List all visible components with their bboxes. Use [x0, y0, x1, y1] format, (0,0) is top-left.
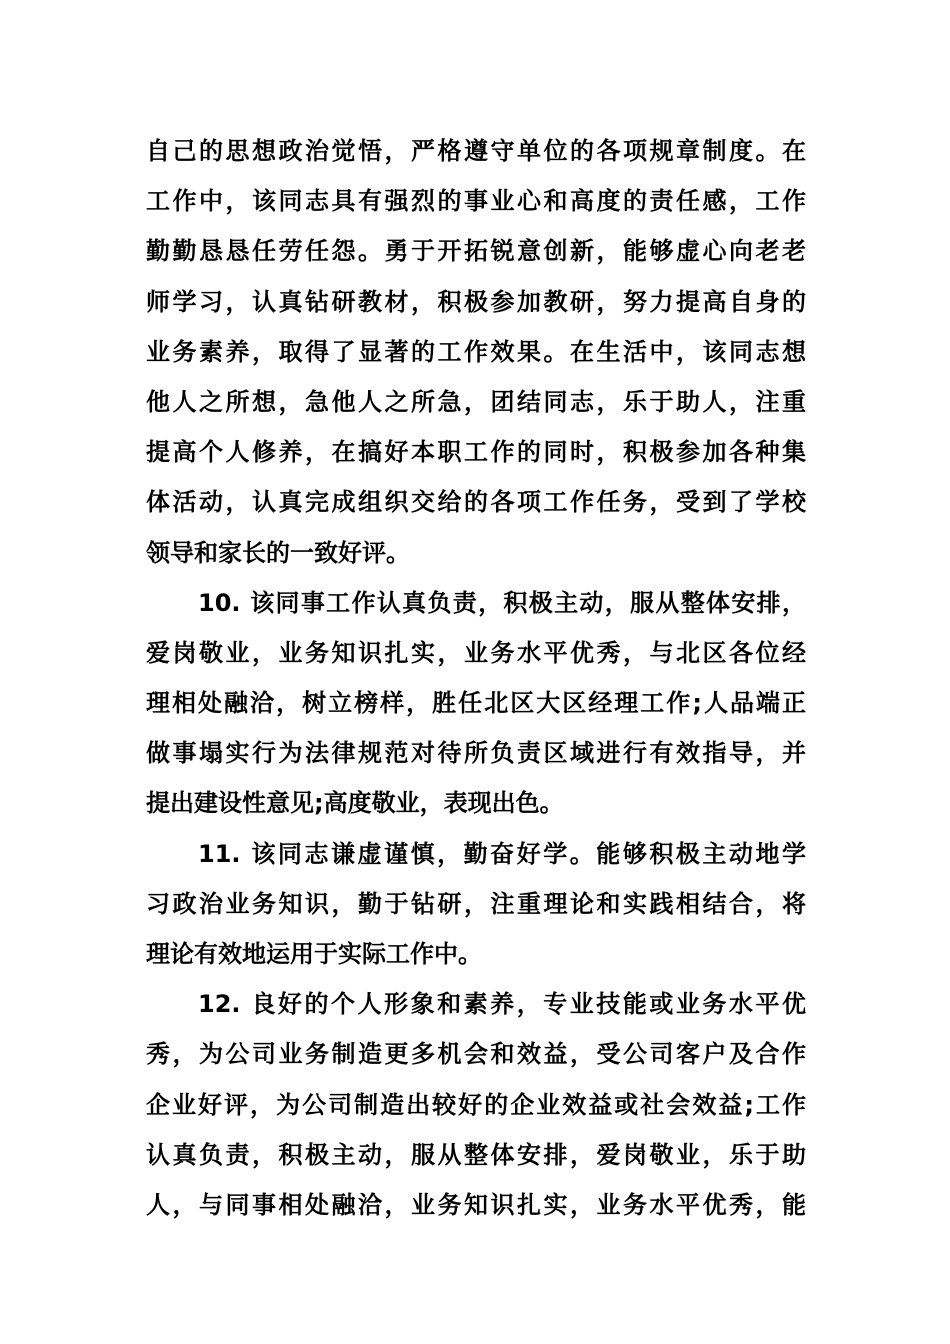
text-line: 秀，为公司业务制造更多机会和效益，受公司客户及合作	[146, 1040, 806, 1069]
text-line: 理论有效地运用于实际工作中。	[146, 940, 482, 968]
text-line: 他人之所想，急他人之所急，团结同志，乐于助人，注重	[146, 387, 806, 416]
text-line: 师学习，认真钻研教材，积极参加教研，努力提高自身的	[146, 287, 806, 316]
text-line: 10. 该同事工作认真负责，积极主动，服从整体安排，	[198, 588, 806, 617]
text-line: 体活动，认真完成组织交给的各项工作任务，受到了学校	[146, 488, 806, 517]
text-line: 11. 该同志谦虚谨慎，勤奋好学。能够积极主动地学	[198, 839, 806, 868]
text-line: 提出建设性意见;高度敬业，表现出色。	[146, 789, 564, 818]
paragraph-10	[146, 578, 806, 829]
text-line: 爱岗敬业，业务知识扎实，业务水平优秀，与北区各位经	[146, 638, 806, 667]
paragraph-continued	[146, 126, 806, 578]
text-line: 提高个人修养，在搞好本职工作的同时，积极参加各种集	[146, 438, 806, 467]
text-line: 企业好评，为公司制造出较好的企业效益或社会效益;工作	[146, 1090, 806, 1119]
document-body	[146, 126, 806, 1230]
text-line: 12. 良好的个人形象和素养，专业技能或业务水平优	[198, 990, 806, 1019]
paragraph-11	[146, 829, 806, 980]
paragraph-12	[146, 979, 806, 1230]
text-line: 勤勤恳恳任劳任怨。勇于开拓锐意创新，能够虚心向老老	[146, 237, 806, 266]
text-line: 工作中，该同志具有强烈的事业心和高度的责任感，工作	[146, 187, 806, 216]
text-line: 认真负责，积极主动，服从整体安排，爱岗敬业，乐于助	[146, 1140, 806, 1169]
text-line: 领导和家长的一致好评。	[146, 538, 410, 567]
text-line: 做事塌实行为法律规范对待所负责区域进行有效指导，并	[146, 739, 806, 768]
text-line: 自己的思想政治觉悟，严格遵守单位的各项规章制度。在	[146, 137, 806, 165]
text-line: 业务素养，取得了显著的工作效果。在生活中，该同志想	[146, 337, 806, 366]
text-line: 人，与同事相处融洽，业务知识扎实，业务水平优秀，能	[146, 1190, 806, 1219]
text-line: 习政治业务知识，勤于钻研，注重理论和实践相结合，将	[146, 889, 806, 918]
text-line: 理相处融洽，树立榜样，胜任北区大区经理工作;人品端正	[146, 689, 806, 718]
